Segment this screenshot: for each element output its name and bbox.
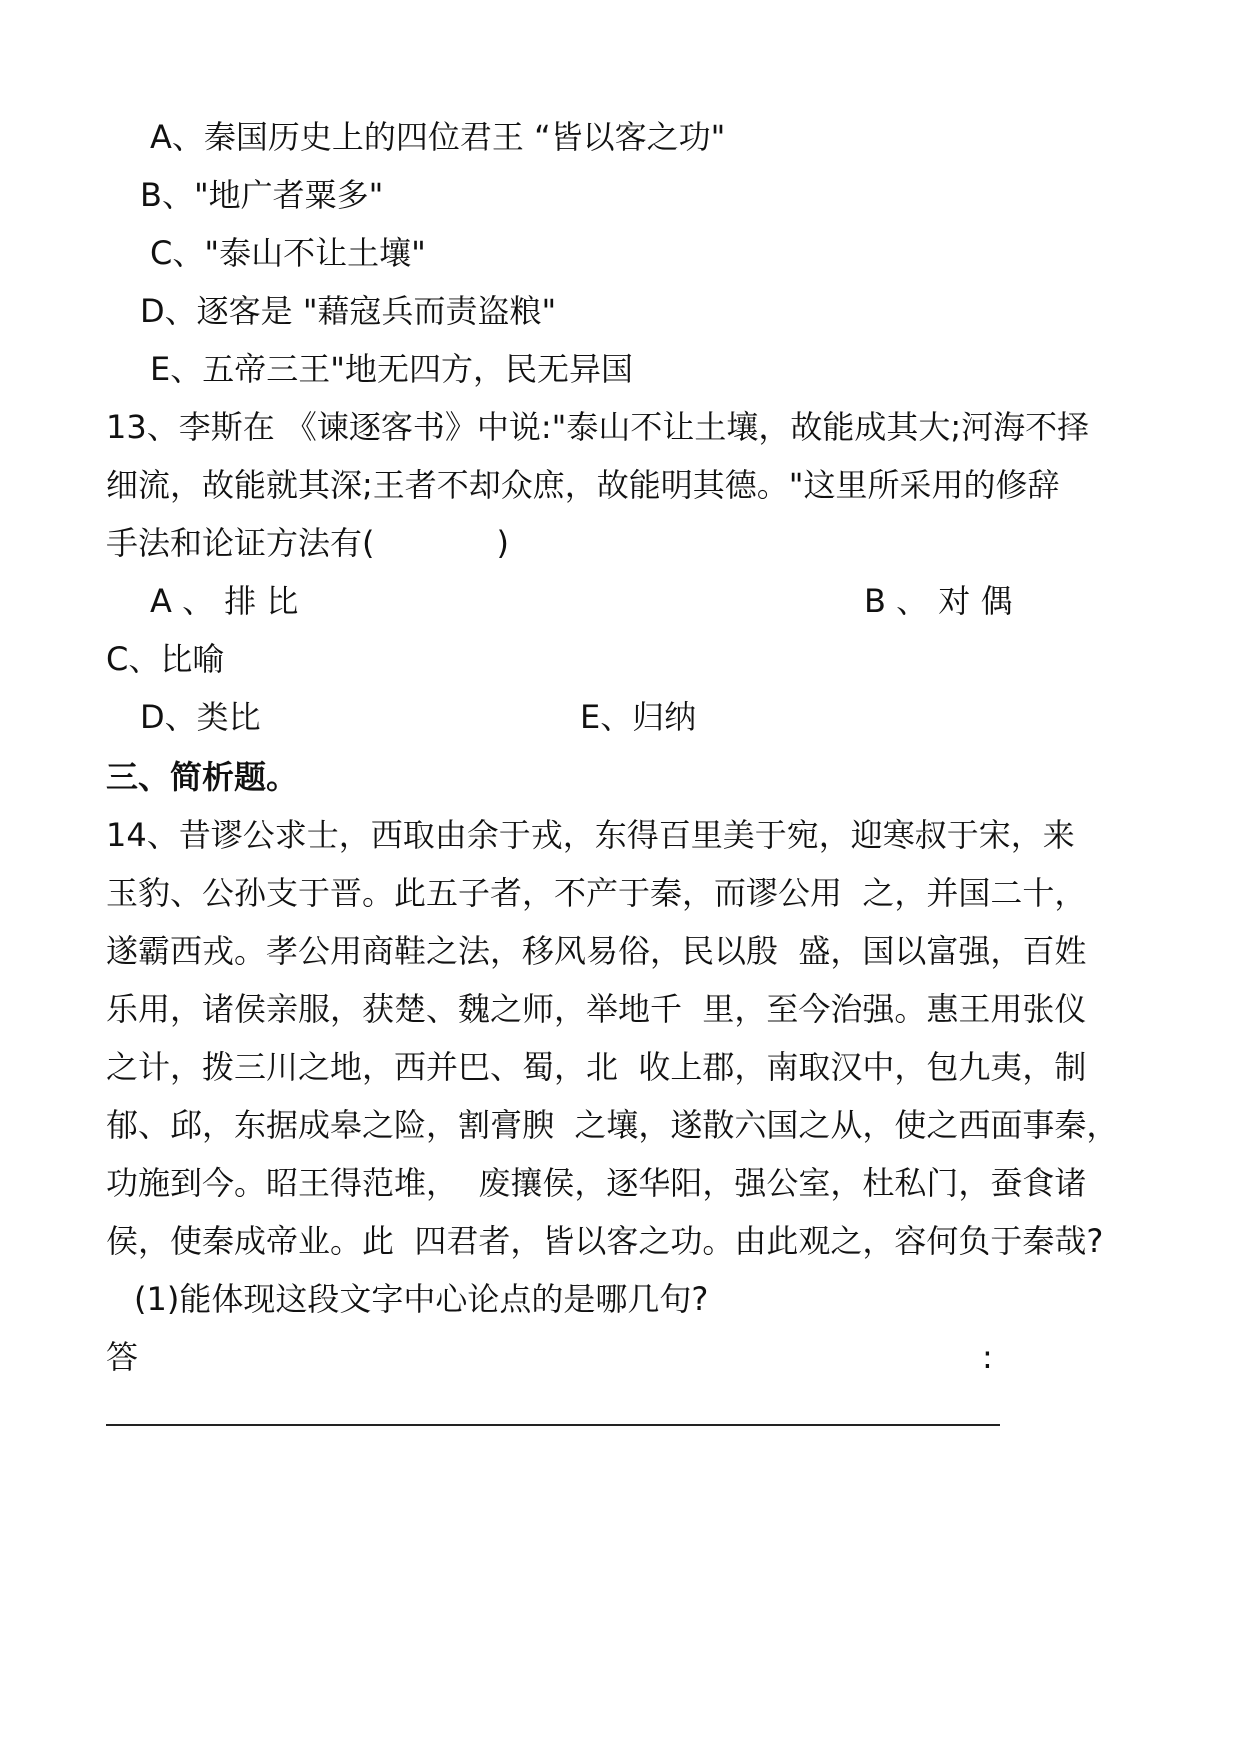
answer-label: 答: [106, 1338, 139, 1376]
q14-passage-line-2: 玉豹、公孙支于晋。此五子者，不产于秦，而谬公用 之，并国二十，: [106, 874, 1087, 912]
q14-passage-line-8: 侯，使秦成帝业。此 四君者，皆以客之功。由此观之，容何负于秦哉?: [106, 1222, 1104, 1260]
q12-option-d: D、逐客是 "藉寇兵而责盗粮": [140, 292, 557, 330]
q13-stem-line-2: 细流，故能就其深;王者不却众庶，故能明其德。"这里所采用的修辞: [106, 466, 1060, 504]
q14-passage-line-1: 14、昔谬公求士，西取由余于戎，东得百里美于宛，迎寒叔于宋，来: [106, 816, 1075, 854]
q13-option-c: C、比喻: [106, 640, 225, 678]
q13-option-b: B 、 对 偶: [864, 582, 1013, 620]
q12-option-b: B、"地广者粟多": [140, 176, 384, 214]
q13-stem-line-3: 手法和论证方法有( ): [106, 524, 510, 562]
q14-passage-line-6: 郁、邱，东据成皋之险，割膏腴 之壤，遂散六国之从，使之西面事秦，: [106, 1106, 1119, 1144]
q14-subquestion-1: (1)能体现这段文字中心论点的是哪几句?: [134, 1280, 709, 1318]
q13-option-d: D、类比: [140, 698, 261, 736]
q12-option-c: C、"泰山不让土壤": [150, 234, 426, 272]
q14-passage-line-3: 遂霸西戎。孝公用商鞋之法，移风易俗，民以殷 盛，国以富强，百姓: [106, 932, 1087, 970]
q13-option-e: E、归纳: [580, 698, 697, 736]
q13-stem-line-1: 13、李斯在 《谏逐客书》中说:"泰山不让土壤，故能成其大;河海不择: [106, 408, 1090, 446]
q12-option-e: E、五帝三王"地无四方，民无异国: [150, 350, 633, 388]
q12-option-a: A、秦国历史上的四位君王 “皆以客之功": [150, 118, 726, 156]
answer-colon: :: [982, 1338, 993, 1376]
section-heading: 三、简析题。: [106, 758, 299, 796]
q14-passage-line-4: 乐用，诸侯亲服，获楚、魏之师，举地千 里，至今治强。惠王用张仪: [106, 990, 1087, 1028]
q14-passage-line-7: 功施到今。昭王得范堆， 废攘侯，逐华阳，强公室，杜私门，蚕食诸: [106, 1164, 1087, 1202]
q14-passage-line-5: 之计，拨三川之地，西并巴、蜀，北 收上郡，南取汉中，包九夷，制: [106, 1048, 1087, 1086]
q13-option-a: A 、 排 比: [150, 582, 299, 620]
answer-line[interactable]: [106, 1424, 1000, 1426]
